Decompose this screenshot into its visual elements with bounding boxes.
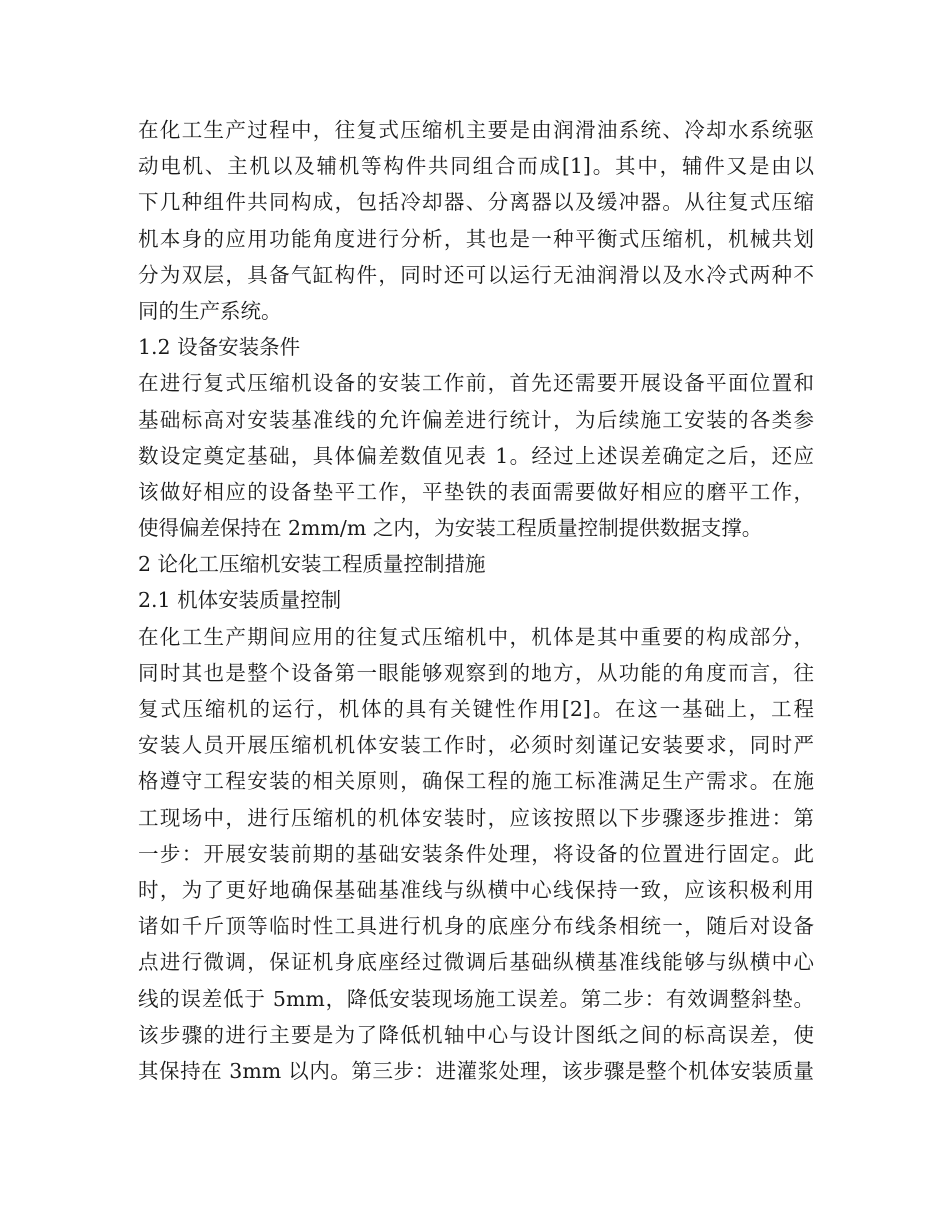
paragraph-line: 复式压缩机的运行，机体的具有关键性作用[2]。在这一基础上，工程 <box>138 697 814 721</box>
paragraph-line: 其保持在 3mm 以内。第三步：进灌浆处理，该步骤是整个机体安装质量 <box>138 1058 814 1083</box>
paragraph-line: 时，为了更好地确保基础基准线与纵横中心线保持一致，应该积极利用 <box>138 877 814 902</box>
paragraph-line: 基础标高对安装基准线的允许偏差进行统计，为后续施工安装的各类参 <box>138 407 814 432</box>
document-body <box>138 112 814 1089</box>
paragraph-line: 在化工生产过程中，往复式压缩机主要是由润滑油系统、冷却水系统驱 <box>138 118 814 142</box>
paragraph-line: 该做好相应的设备垫平工作，平垫铁的表面需要做好相应的磨平工作， <box>138 479 814 504</box>
paragraph-line: 格遵守工程安装的相关原则，确保工程的施工标准满足生产需求。在施 <box>138 769 814 794</box>
paragraph-line: 安装人员开展压缩机机体安装工作时，必须时刻谨记安装要求，同时严 <box>138 733 814 758</box>
section-heading: 2 论化工压缩机安装工程质量控制措施 <box>138 552 486 577</box>
paragraph-line: 该步骤的进行主要是为了降低机轴中心与设计图纸之间的标高误差，使 <box>138 1022 814 1047</box>
paragraph-line: 同时其也是整个设备第一眼能够观察到的地方，从功能的角度而言，往 <box>138 660 814 685</box>
paragraph-line: 动电机、主机以及辅机等构件共同组合而成[1]。其中，辅件又是由以 <box>138 154 814 179</box>
paragraph-line: 同的生产系统。 <box>138 298 282 323</box>
paragraph-line: 线的误差低于 5mm，降低安装现场施工误差。第二步：有效调整斜垫。 <box>138 986 814 1011</box>
section-heading: 1.2 设备安装条件 <box>138 335 301 360</box>
paragraph-line: 数设定奠定基础，具体偏差数值见表 1。经过上述误差确定之后，还应 <box>138 443 814 468</box>
paragraph-line: 使得偏差保持在 2mm/m 之内，为安装工程质量控制提供数据支撑。 <box>138 516 763 541</box>
paragraph-line: 一步：开展安装前期的基础安装条件处理，将设备的位置进行固定。此 <box>138 841 814 866</box>
paragraph-line: 在化工生产期间应用的往复式压缩机中，机体是其中重要的构成部分， <box>138 624 814 649</box>
paragraph-line: 诸如千斤顶等临时性工具进行机身的底座分布线条相统一，随后对设备 <box>138 914 814 939</box>
paragraph-line: 分为双层，具备气缸构件，同时还可以运行无油润滑以及水冷式两种不 <box>138 262 814 287</box>
paragraph-line: 点进行微调，保证机身底座经过微调后基础纵横基准线能够与纵横中心 <box>138 950 814 975</box>
paragraph-line: 在进行复式压缩机设备的安装工作前，首先还需要开展设备平面位置和 <box>138 371 814 396</box>
paragraph-line: 工现场中，进行压缩机的机体安装时，应该按照以下步骤逐步推进：第 <box>138 805 814 830</box>
subsection-heading: 2.1 机体安装质量控制 <box>138 588 342 613</box>
paragraph-line: 下几种组件共同构成，包括冷却器、分离器以及缓冲器。从往复式压缩 <box>138 190 814 215</box>
paragraph-line: 机本身的应用功能角度进行分析，其也是一种平衡式压缩机，机械共划 <box>138 226 814 251</box>
